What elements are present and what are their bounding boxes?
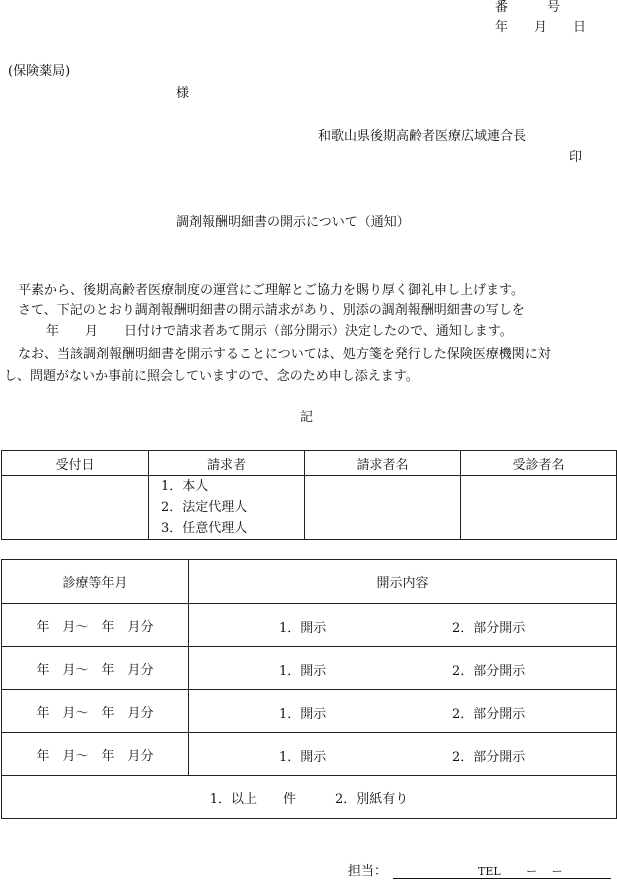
reception-date-cell — [2, 476, 149, 540]
option-partial-disclose: 2．部分開示 — [452, 707, 526, 722]
disclosure-options — [189, 604, 617, 647]
header-requester-name: 請求者名 — [305, 451, 461, 476]
sender-organization: 和歌山県後期高齢者医療広域連合長 — [318, 129, 527, 144]
requester-option-self: 1．本人 — [161, 479, 209, 494]
header-patient-name: 受診者名 — [461, 451, 617, 476]
body-paragraph-3-cont: し、問題がないか事前に照会していますので、念のため申し添えます。 — [4, 369, 419, 384]
ki-heading: 記 — [300, 410, 314, 425]
request-table — [1, 450, 617, 540]
contact-label: 担当： — [348, 864, 388, 879]
patient-name-cell — [461, 476, 617, 540]
treatment-period: 年 月〜 年 月分 — [2, 733, 189, 776]
contact-tel: TEL ー ー — [478, 865, 563, 878]
treatment-period: 年 月〜 年 月分 — [2, 647, 189, 690]
treatment-period: 年 月〜 年 月分 — [2, 604, 189, 647]
header-disclosure-content: 開示内容 — [189, 560, 617, 604]
disclosure-table — [1, 559, 617, 819]
disclosure-table-footer-row — [2, 776, 617, 819]
option-partial-disclose: 2．部分開示 — [452, 664, 526, 679]
requester-options-cell — [149, 476, 305, 540]
document-title: 調剤報酬明細書の開示について（通知） — [176, 215, 410, 230]
body-paragraph-1: 平素から、後期高齢者医療制度の運営にご理解とご協力を賜り厚く御礼申し上げます。 — [18, 283, 524, 298]
header-requester: 請求者 — [149, 451, 305, 476]
document-number-label: 番 号 — [495, 0, 561, 15]
request-table-header-row — [2, 451, 617, 476]
table-row — [2, 690, 617, 733]
disclosure-table-header-row — [2, 560, 617, 604]
disclosure-options — [189, 647, 617, 690]
document-date-label: 年 月 日 — [495, 20, 587, 35]
sender-seal: 印 — [569, 150, 583, 165]
option-disclose: 1．開示 — [279, 750, 327, 765]
contact-underline — [393, 878, 611, 879]
request-table-row — [2, 476, 617, 540]
disclosure-options — [189, 690, 617, 733]
table-row — [2, 604, 617, 647]
treatment-period: 年 月〜 年 月分 — [2, 690, 189, 733]
requester-option-legal-agent: 2．法定代理人 — [161, 500, 248, 515]
body-paragraph-2: さて、下記のとおり調剤報酬明細書の開示請求があり、別添の調剤報酬明細書の写しを — [18, 303, 525, 318]
option-disclose: 1．開示 — [279, 707, 327, 722]
table-row — [2, 647, 617, 690]
header-reception-date: 受付日 — [2, 451, 149, 476]
header-treatment-period: 診療等年月 — [2, 560, 189, 604]
option-disclose: 1．開示 — [279, 664, 327, 679]
body-paragraph-3: なお、当該調剤報酬明細書を開示することについては、処方箋を発行した保険医療機関に対 — [18, 347, 551, 362]
body-paragraph-2-cont: 年 月 日付けで請求者あて開示（部分開示）決定したので、通知します。 — [46, 324, 513, 339]
option-disclose: 1．開示 — [279, 621, 327, 636]
disclosure-count-summary: 1．以上 件 2．別紙有り — [2, 776, 617, 819]
recipient-name: (保険薬局) — [8, 64, 71, 79]
table-row — [2, 733, 617, 776]
requester-option-voluntary-agent: 3．任意代理人 — [161, 521, 248, 536]
option-partial-disclose: 2．部分開示 — [452, 750, 526, 765]
disclosure-options — [189, 733, 617, 776]
requester-name-cell — [305, 476, 461, 540]
option-partial-disclose: 2．部分開示 — [452, 621, 526, 636]
recipient-honorific: 様 — [176, 86, 190, 101]
